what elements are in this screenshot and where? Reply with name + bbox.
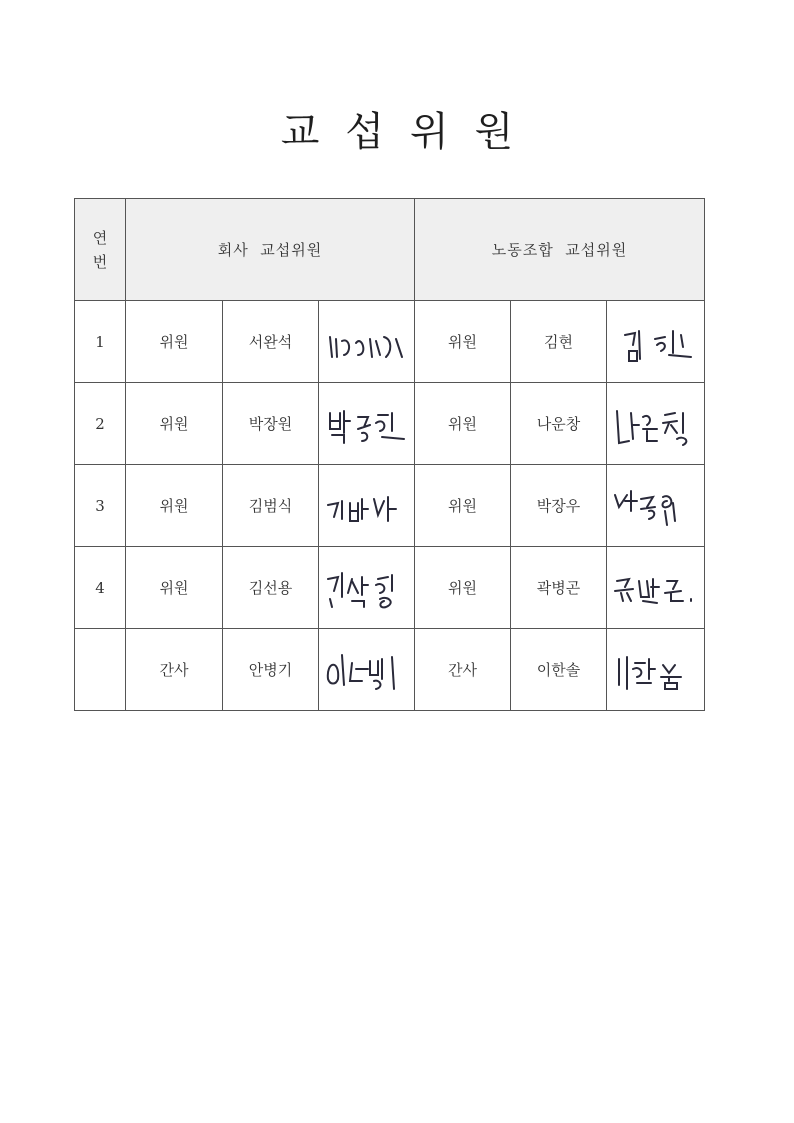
union-role: 위원 [415,465,511,547]
table-row [75,301,705,383]
company-name: 김선용 [223,547,319,629]
company-name: 박장원 [223,383,319,465]
union-signature [607,465,705,547]
row-number [75,629,126,711]
signature-image [322,399,412,449]
company-signature [319,465,415,547]
signature-image [322,317,412,367]
number-header [75,199,126,301]
table-row [75,547,705,629]
signature-image [611,399,701,449]
company-signature [319,547,415,629]
company-signature [319,301,415,383]
signature-image [322,481,412,531]
signature-image [322,645,412,695]
company-group-header: 회사 교섭위원 [126,199,415,301]
company-role: 간사 [126,629,223,711]
union-name: 이한솔 [511,629,607,711]
union-name: 박장우 [511,465,607,547]
row-number: 2 [75,383,126,465]
row-number: 4 [75,547,126,629]
company-name: 안병기 [223,629,319,711]
table-row [75,629,705,711]
company-name: 서완석 [223,301,319,383]
union-role: 간사 [415,629,511,711]
union-role: 위원 [415,383,511,465]
company-signature [319,629,415,711]
committee-table [74,198,705,711]
table-header-row [75,199,705,301]
company-role: 위원 [126,465,223,547]
union-signature [607,301,705,383]
union-role: 위원 [415,547,511,629]
union-name: 김현 [511,301,607,383]
number-header-line-2: 번 [92,252,108,271]
table-row [75,383,705,465]
union-role: 위원 [415,301,511,383]
signature-image [322,563,412,613]
company-role: 위원 [126,383,223,465]
union-name: 곽병곤 [511,547,607,629]
page-title: 교섭위원 [280,109,540,155]
signature-image [611,317,701,367]
number-header-line-1: 연 [92,228,108,247]
union-name: 나운창 [511,383,607,465]
signature-image [611,645,701,695]
row-number: 3 [75,465,126,547]
company-role: 위원 [126,301,223,383]
union-signature [607,629,705,711]
company-name: 김범식 [223,465,319,547]
signature-image [611,481,701,531]
row-number: 1 [75,301,126,383]
company-signature [319,383,415,465]
union-signature [607,383,705,465]
union-signature [607,547,705,629]
company-role: 위원 [126,547,223,629]
signature-image [611,563,701,613]
union-group-header: 노동조합 교섭위원 [415,199,705,301]
table-row [75,465,705,547]
